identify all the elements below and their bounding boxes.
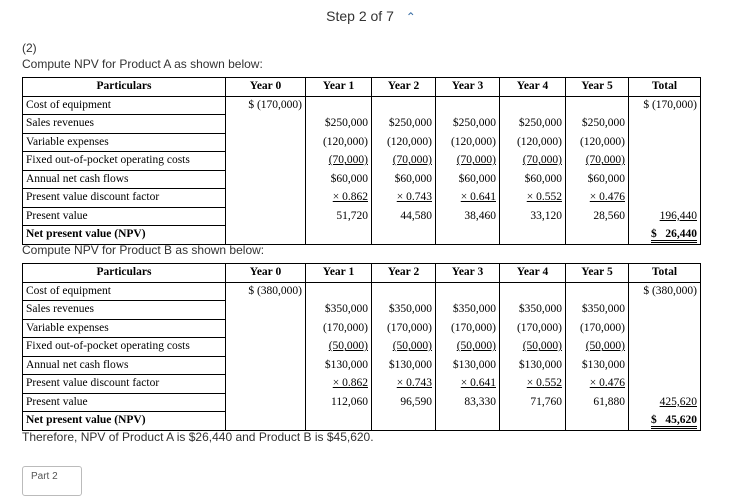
year-1-cell	[306, 301, 372, 320]
year-4-cell	[500, 115, 566, 134]
cell-value: (50,000)	[328, 340, 368, 353]
table-row	[23, 226, 701, 245]
year-0-cell	[226, 115, 306, 134]
table-row	[23, 412, 701, 431]
year-0-cell	[226, 412, 306, 431]
cell-value: $250,000	[388, 117, 432, 130]
total-cell	[629, 189, 701, 208]
cell-value: $250,000	[452, 117, 496, 130]
year-2-cell	[372, 338, 436, 357]
cell-value: $60,000	[330, 172, 368, 185]
cell-value: (120,000)	[322, 135, 368, 148]
row-label: Cost of equipment	[23, 96, 226, 115]
year-4-cell	[500, 301, 566, 320]
total-cell	[629, 301, 701, 320]
year-0-cell	[226, 301, 306, 320]
column-header: Particulars	[23, 264, 226, 283]
year-2-cell	[372, 375, 436, 394]
year-2-cell	[372, 133, 436, 152]
table-row	[23, 282, 701, 301]
year-4-cell	[500, 207, 566, 226]
year-5-cell	[566, 356, 629, 375]
year-3-cell	[436, 282, 500, 301]
year-0-cell: $ (170,000)	[226, 96, 306, 115]
row-label: Variable expenses	[23, 319, 226, 338]
row-label: Variable expenses	[23, 133, 226, 152]
cell-value: 38,460	[464, 209, 496, 222]
cell-value: × 0.476	[589, 191, 625, 204]
year-1-cell	[306, 393, 372, 412]
year-1-cell	[306, 189, 372, 208]
row-label: Fixed out-of-pocket operating costs	[23, 152, 226, 171]
year-0-cell	[226, 133, 306, 152]
column-header: Year 4	[500, 264, 566, 283]
cell-value: $60,000	[587, 172, 625, 185]
year-4-cell	[500, 226, 566, 245]
year-2-cell	[372, 96, 436, 115]
row-label: Annual net cash flows	[23, 170, 226, 189]
cell-value: (120,000)	[450, 135, 496, 148]
total-value: 196,440	[659, 209, 697, 222]
total-cell	[629, 338, 701, 357]
cell-value: $60,000	[524, 172, 562, 185]
year-4-cell	[500, 189, 566, 208]
column-header: Year 5	[566, 264, 629, 283]
year-2-cell	[372, 207, 436, 226]
cell-value: (120,000)	[386, 135, 432, 148]
year-5-cell	[566, 226, 629, 245]
year-5-cell	[566, 96, 629, 115]
total-cell	[629, 282, 701, 301]
cell-value: (70,000)	[456, 154, 496, 167]
total-cell	[629, 226, 701, 245]
total-cell	[629, 96, 701, 115]
year-0-cell	[226, 319, 306, 338]
row-label: Net present value (NPV)	[23, 226, 226, 245]
year-2-cell	[372, 393, 436, 412]
column-header: Year 5	[566, 78, 629, 97]
year-5-cell	[566, 412, 629, 431]
year-1-cell	[306, 207, 372, 226]
cell-value: 83,330	[464, 395, 496, 408]
year-1-cell	[306, 96, 372, 115]
year-1-cell	[306, 152, 372, 171]
cell-value: × 0.862	[332, 191, 368, 204]
year-5-cell	[566, 319, 629, 338]
total-cell	[629, 170, 701, 189]
product-b-npv-table	[22, 263, 701, 431]
year-5-cell	[566, 301, 629, 320]
year-2-cell	[372, 115, 436, 134]
product-b-intro: Compute NPV for Product B as shown below:	[22, 243, 265, 257]
cell-value: 112,060	[331, 395, 368, 408]
cell-value: $130,000	[452, 358, 496, 371]
cell-value: 71,760	[530, 395, 562, 408]
year-4-cell	[500, 96, 566, 115]
product-a-intro: Compute NPV for Product A as shown below:	[22, 57, 263, 71]
year-3-cell	[436, 226, 500, 245]
conclusion-text: Therefore, NPV of Product A is $26,440 and Product B is $45,620.	[22, 430, 374, 444]
cell-value: × 0.743	[396, 377, 432, 390]
column-header: Year 2	[372, 78, 436, 97]
table-header-row	[23, 264, 701, 283]
chevron-up-icon[interactable]: ⌃	[405, 10, 416, 24]
cell-value: $130,000	[581, 358, 625, 371]
year-3-cell	[436, 133, 500, 152]
total-value: $ (380,000)	[643, 285, 697, 297]
cell-value: (170,000)	[386, 321, 432, 334]
column-header: Year 4	[500, 78, 566, 97]
year-5-cell	[566, 375, 629, 394]
total-value: $ 45,620	[651, 414, 697, 429]
column-header: Year 3	[436, 78, 500, 97]
row-label: Present value discount factor	[23, 189, 226, 208]
year-2-cell	[372, 226, 436, 245]
year-4-cell	[500, 393, 566, 412]
cell-value: $130,000	[324, 358, 368, 371]
year-5-cell	[566, 170, 629, 189]
year-1-cell	[306, 115, 372, 134]
year-3-cell	[436, 393, 500, 412]
year-0-cell	[226, 356, 306, 375]
cell-value: (50,000)	[456, 340, 496, 353]
total-cell	[629, 152, 701, 171]
cell-value: $130,000	[388, 358, 432, 371]
total-cell	[629, 412, 701, 431]
step-indicator	[0, 8, 742, 24]
step-label: Step 2 of 7	[326, 8, 394, 24]
cell-value: (50,000)	[392, 340, 432, 353]
year-2-cell	[372, 170, 436, 189]
cell-value: (70,000)	[522, 154, 562, 167]
row-label: Present value	[23, 207, 226, 226]
year-1-cell	[306, 375, 372, 394]
year-3-cell	[436, 152, 500, 171]
cell-value: × 0.552	[526, 377, 562, 390]
row-label: Net present value (NPV)	[23, 412, 226, 431]
cell-value: × 0.743	[396, 191, 432, 204]
table-row	[23, 319, 701, 338]
part-2-tab[interactable]	[22, 466, 82, 496]
cell-value: (50,000)	[522, 340, 562, 353]
table-row	[23, 189, 701, 208]
year-5-cell	[566, 207, 629, 226]
year-0-cell	[226, 375, 306, 394]
year-2-cell	[372, 319, 436, 338]
year-3-cell	[436, 375, 500, 394]
cell-value: (70,000)	[328, 154, 368, 167]
table-row	[23, 338, 701, 357]
year-4-cell	[500, 282, 566, 301]
cell-value: 61,880	[593, 395, 625, 408]
column-header: Year 3	[436, 264, 500, 283]
cell-value: (120,000)	[579, 135, 625, 148]
cell-value: × 0.476	[589, 377, 625, 390]
column-header: Year 0	[226, 78, 306, 97]
cell-value: $350,000	[518, 303, 562, 316]
cell-value: $60,000	[394, 172, 432, 185]
year-5-cell	[566, 282, 629, 301]
cell-value: (170,000)	[516, 321, 562, 334]
cell-value: × 0.862	[332, 377, 368, 390]
row-label: Fixed out-of-pocket operating costs	[23, 338, 226, 357]
cell-value: 44,580	[400, 209, 432, 222]
year-1-cell	[306, 133, 372, 152]
total-value: 425,620	[659, 395, 697, 408]
cell-value: $60,000	[458, 172, 496, 185]
column-header: Particulars	[23, 78, 226, 97]
table-row	[23, 115, 701, 134]
year-3-cell	[436, 170, 500, 189]
cell-value: $130,000	[518, 358, 562, 371]
cell-value: 96,590	[400, 395, 432, 408]
year-3-cell	[436, 96, 500, 115]
year-4-cell	[500, 319, 566, 338]
row-label: Cost of equipment	[23, 282, 226, 301]
table-row	[23, 301, 701, 320]
table-row	[23, 170, 701, 189]
year-2-cell	[372, 412, 436, 431]
cell-value: $350,000	[581, 303, 625, 316]
year-3-cell	[436, 356, 500, 375]
section-number: (2)	[22, 41, 37, 55]
year-5-cell	[566, 393, 629, 412]
year-3-cell	[436, 338, 500, 357]
cell-value: (170,000)	[322, 321, 368, 334]
cell-value: × 0.641	[460, 191, 496, 204]
cell-value: (120,000)	[516, 135, 562, 148]
cell-value: 33,120	[530, 209, 562, 222]
cell-value: $350,000	[324, 303, 368, 316]
year-0-cell: $ (380,000)	[226, 282, 306, 301]
column-header: Total	[629, 264, 701, 283]
column-header: Year 0	[226, 264, 306, 283]
year-0-cell	[226, 170, 306, 189]
table-row	[23, 152, 701, 171]
cell-value: 28,560	[593, 209, 625, 222]
cell-value: × 0.552	[526, 191, 562, 204]
year-4-cell	[500, 338, 566, 357]
total-cell	[629, 375, 701, 394]
year-1-cell	[306, 338, 372, 357]
year-2-cell	[372, 301, 436, 320]
year-4-cell	[500, 170, 566, 189]
year-5-cell	[566, 189, 629, 208]
year-2-cell	[372, 189, 436, 208]
year-1-cell	[306, 282, 372, 301]
column-header: Year 2	[372, 264, 436, 283]
cell-value: $250,000	[581, 117, 625, 130]
product-a-npv-table	[22, 77, 701, 245]
year-5-cell	[566, 338, 629, 357]
cell-value: (170,000)	[579, 321, 625, 334]
cell-value: 51,720	[336, 209, 368, 222]
year-3-cell	[436, 319, 500, 338]
year-4-cell	[500, 412, 566, 431]
table-row	[23, 133, 701, 152]
total-cell	[629, 115, 701, 134]
year-2-cell	[372, 152, 436, 171]
column-header: Year 1	[306, 78, 372, 97]
year-1-cell	[306, 412, 372, 431]
cell-value: $250,000	[324, 117, 368, 130]
cell-value: $350,000	[452, 303, 496, 316]
year-0-cell	[226, 207, 306, 226]
row-label: Sales revenues	[23, 301, 226, 320]
total-cell	[629, 207, 701, 226]
year-4-cell	[500, 152, 566, 171]
cell-value: (70,000)	[392, 154, 432, 167]
total-value: $ 26,440	[651, 228, 697, 243]
year-3-cell	[436, 115, 500, 134]
year-1-cell	[306, 356, 372, 375]
table-row	[23, 356, 701, 375]
part-2-label: Part 2	[31, 471, 58, 482]
total-cell	[629, 356, 701, 375]
year-5-cell	[566, 115, 629, 134]
cell-value: $250,000	[518, 117, 562, 130]
table-row	[23, 207, 701, 226]
year-3-cell	[436, 301, 500, 320]
cell-value: (170,000)	[450, 321, 496, 334]
table-header-row	[23, 78, 701, 97]
row-label: Sales revenues	[23, 115, 226, 134]
year-0-cell	[226, 189, 306, 208]
year-3-cell	[436, 189, 500, 208]
row-label: Present value discount factor	[23, 375, 226, 394]
year-1-cell	[306, 226, 372, 245]
column-header: Year 1	[306, 264, 372, 283]
year-5-cell	[566, 133, 629, 152]
total-cell	[629, 133, 701, 152]
column-header: Total	[629, 78, 701, 97]
table-row	[23, 375, 701, 394]
total-cell	[629, 319, 701, 338]
year-5-cell	[566, 152, 629, 171]
year-0-cell	[226, 152, 306, 171]
year-3-cell	[436, 207, 500, 226]
year-2-cell	[372, 282, 436, 301]
year-2-cell	[372, 356, 436, 375]
total-value: $ (170,000)	[643, 99, 697, 111]
year-3-cell	[436, 412, 500, 431]
year-4-cell	[500, 375, 566, 394]
year-0-cell	[226, 338, 306, 357]
year-4-cell	[500, 356, 566, 375]
cell-value: × 0.641	[460, 377, 496, 390]
total-cell	[629, 393, 701, 412]
year-1-cell	[306, 319, 372, 338]
year-0-cell	[226, 393, 306, 412]
cell-value: (50,000)	[585, 340, 625, 353]
row-label: Present value	[23, 393, 226, 412]
year-0-cell	[226, 226, 306, 245]
table-row	[23, 96, 701, 115]
row-label: Annual net cash flows	[23, 356, 226, 375]
cell-value: (70,000)	[585, 154, 625, 167]
cell-value: $350,000	[388, 303, 432, 316]
year-4-cell	[500, 133, 566, 152]
table-row	[23, 393, 701, 412]
year-1-cell	[306, 170, 372, 189]
